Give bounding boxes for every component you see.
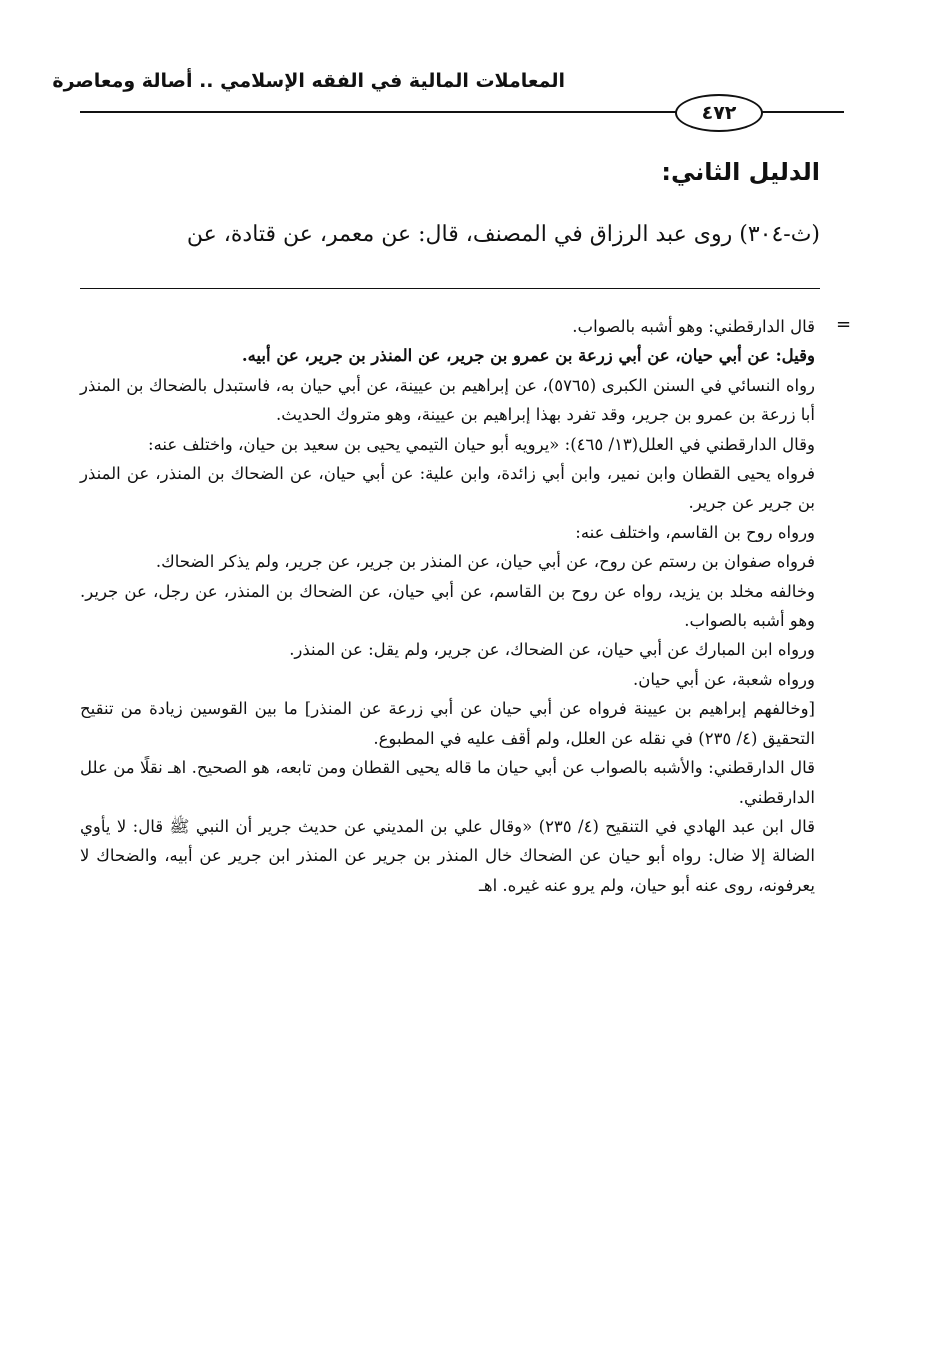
section-heading: الدليل الثاني:: [661, 158, 820, 186]
footnote-paragraph: فرواه يحيى القطان وابن نمير، وابن أبي زائدة، وابن علية: عن أبي حيان، عن الضحاك بن المنذر، عن المنذر بن جرير عن جرير.: [80, 464, 815, 513]
running-header-title: المعاملات المالية في الفقه الإسلامي .. أصالة ومعاصرة: [52, 70, 565, 92]
footnote-paragraph: قال الدارقطني: والأشبه بالصواب عن أبي حيان ما قاله يحيى القطان ومن تابعه، هو الصحيح. اهـ نقلًا من علل الدارقطني.: [80, 758, 815, 807]
footnote-paragraph: ورواه شعبة، عن أبي حيان.: [633, 669, 815, 689]
footnote-paragraph: وقيل: عن أبي حيان، عن أبي زرعة بن عمرو بن جرير، عن المنذر بن جرير، عن أبيه.: [241, 346, 815, 366]
footnote-paragraph: وقال الدارقطني في العلل(١٣/ ٤٦٥): «يرويه أبو حيان التيمي يحيى بن سعيد بن حيان، واختلف عنه:: [148, 434, 815, 454]
footnote-paragraph: ورواه روح بن القاسم، واختلف عنه:: [575, 522, 815, 542]
footnote-block: [80, 312, 815, 900]
footnote-paragraph: ورواه ابن المبارك عن أبي حيان، عن الضحاك، عن جرير، ولم يقل: عن المنذر.: [289, 640, 815, 660]
main-text-line: (ث-٣٠٤) روى عبد الرزاق في المصنف، قال: عن معمر، عن قتادة، عن: [186, 222, 820, 247]
footnote-paragraph: رواه النسائي في السنن الكبرى (٥٧٦٥)، عن إبراهيم بن عيينة، عن أبي حيان به، فاستبدل بالضحاك بن المنذر أبا زرعة بن عمرو بن جرير، وقد تفرد بهذا إبراهيم بن عيينة، وهو متروك الحديث.: [80, 375, 816, 425]
footnote-separator: [80, 288, 820, 289]
page-number-badge: ٤٧٢: [675, 94, 763, 132]
footnote-paragraph: وخالفه مخلد بن يزيد، رواه عن روح بن القاسم، عن أبي حيان، عن الضحاك بن المنذر، عن رجل، عن جرير. وهو أشبه بالصواب.: [80, 581, 815, 631]
footnote-paragraph: [وخالفهم إبراهيم بن عيينة فرواه عن أبي حيان عن أبي زرعة عن المنذر] ما بين القوسين زيادة من تنقيح التحقيق (٤/ ٢٣٥) في نقله عن العلل، ولم أقف عليه في المطبوع.: [80, 699, 815, 748]
footnote-paragraph: قال الدارقطني: وهو أشبه بالصواب.: [572, 317, 815, 336]
footnote-paragraph: قال ابن عبد الهادي في التنقيح (٤/ ٢٣٥) «وقال علي بن المديني عن حديث جرير أن النبي ﷺ قال: لا يأوي الضالة إلا ضال: رواه أبو حيان عن الضحاك خال المنذر بن جرير عن المنذر ابن جرير عن أبيه، والضحاك لا يعرفونه، روى عنه أبو حيان، ولم يرو عنه غيره. اهـ: [80, 816, 815, 895]
footnote-paragraph: فرواه صفوان بن رستم عن روح، عن أبي حيان، عن المنذر بن جرير، عن جرير، ولم يذكر الضحاك.: [155, 552, 815, 572]
footnote-continuation-mark: =: [836, 314, 852, 335]
